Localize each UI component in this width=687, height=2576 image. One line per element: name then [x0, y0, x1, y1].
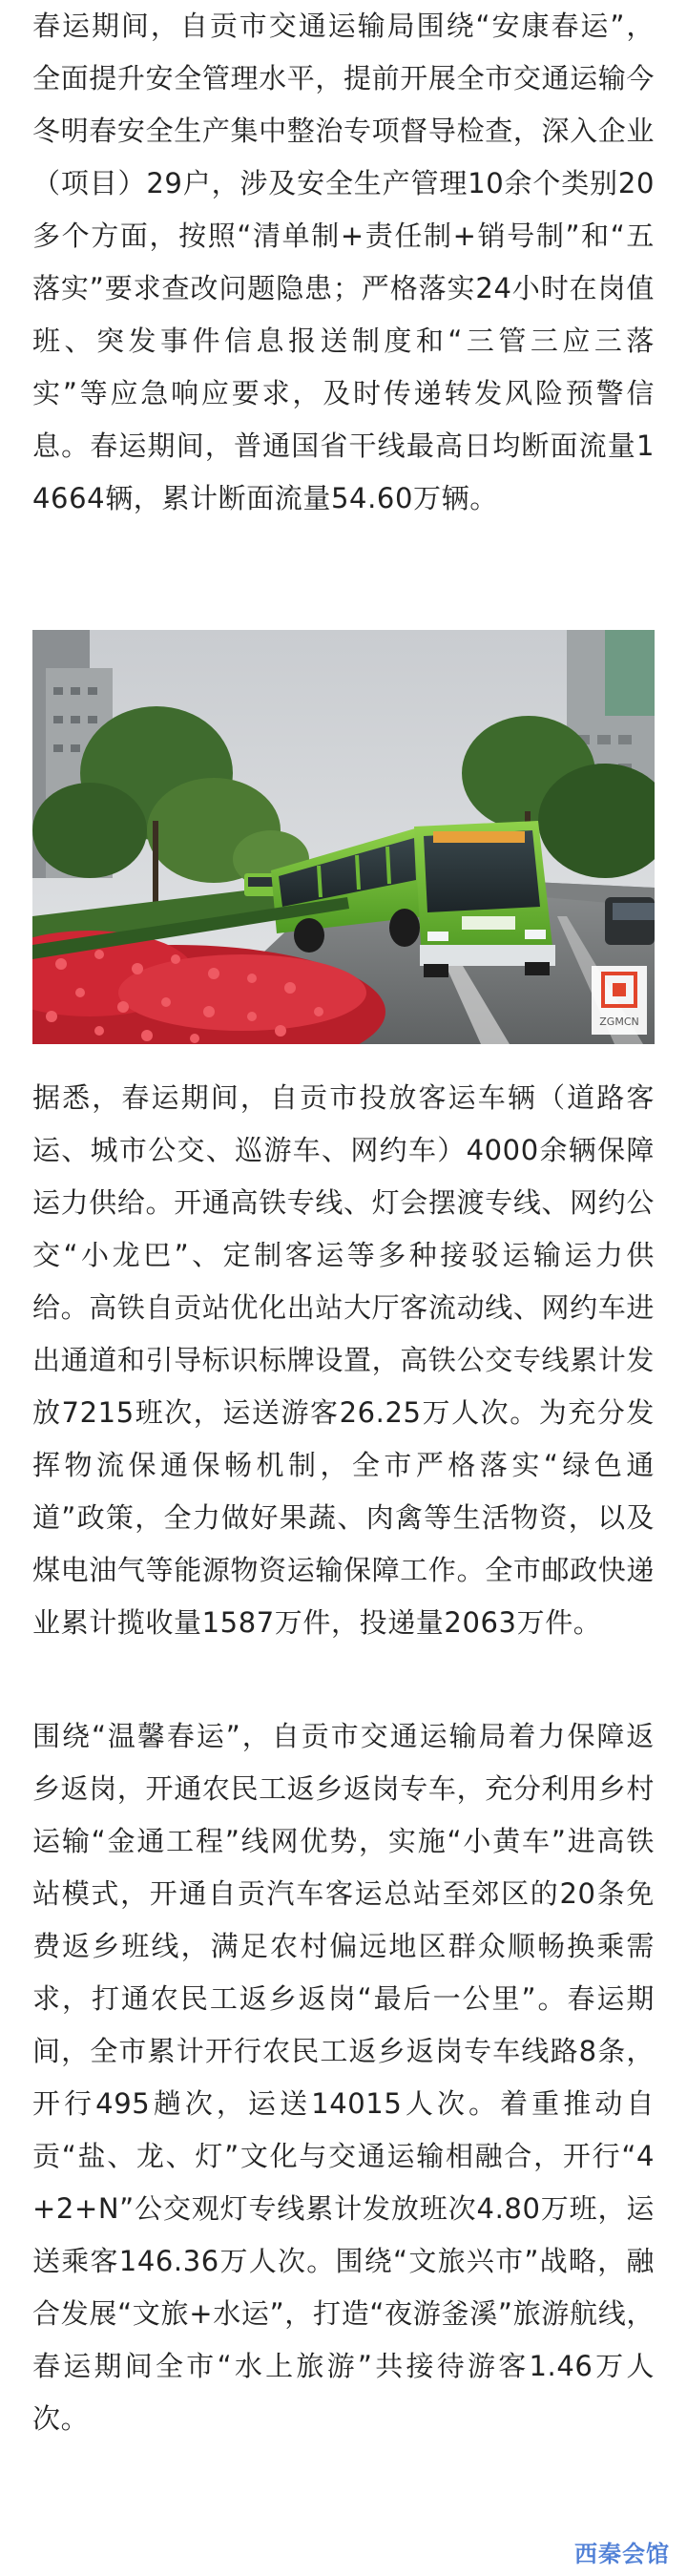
article-paragraph-2: 据悉，春运期间，自贡市投放客运车辆（道路客运、城市公交、巡游车、网约车）4000余辆保障运力供给。开通高铁专线、灯会摆渡专线、网约公交“小龙巴”、定制客运等多种接驳运输运力供给。高铁自贡站优化出站大厅客流动线、网约车进出通道和引导标识标牌设置，高铁公交专线累计发放7215班次，运送游客26.25万人次。为充分发挥物流保通保畅机制，全市严格落实“绿色通道”政策，全力做好果蔬、肉禽等生活物资，以及煤电油气等能源物资运输保障工作。全市邮政快递业累计揽收量1587万件，投递量2063万件。	[32, 1081, 655, 1639]
watermark	[574, 2535, 670, 2568]
article-paragraph-3: 围绕“温馨春运”，自贡市交通运输局着力保障返乡返岗，开通农民工返乡返岗专车，充分利用乡村运输“金通工程”线网优势，实施“小黄车”进高铁站模式，开通自贡汽车客运总站至郊区的20条免费返乡班线，满足农村偏远地区群众顺畅换乘需求，打通农民工返乡返岗“最后一公里”。春运期间，全市累计开行农民工返乡返岗专车线路8条，开行495趟次，运送14015人次。着重推动自贡“盐、龙、灯”文化与交通运输相融合，开行“4+2+N”公交观灯专线累计发放班次4.80万班，运送乘客146.36万人次。围绕“文旅兴市”战略，融合发展“文旅+水运”，打造“夜游釜溪”旅游航线，春运期间全市“水上旅游”共接待游客1.46万人次。	[32, 1720, 655, 2435]
media-logo-icon	[592, 966, 647, 1035]
article-photo-bus	[32, 630, 655, 1044]
watermark-text: 西秦会馆	[574, 2541, 670, 2567]
media-logo-text: ZGMCN	[599, 1016, 639, 1028]
article-paragraph-1: 春运期间，自贡市交通运输局围绕“安康春运”，全面提升安全管理水平，提前开展全市交通运输今冬明春安全生产集中整治专项督导检查，深入企业（项目）29户，涉及安全生产管理10余个类别20多个方面，按照“清单制+责任制+销号制”和“五落实”要求查改问题隐患；严格落实24小时在岗值班、突发事件信息报送制度和“三管三应三落实”等应急响应要求，及时传递转发风险预警信息。春运期间，普通国省干线最高日均断面流量14664辆，累计断面流量54.60万辆。	[32, 10, 655, 514]
